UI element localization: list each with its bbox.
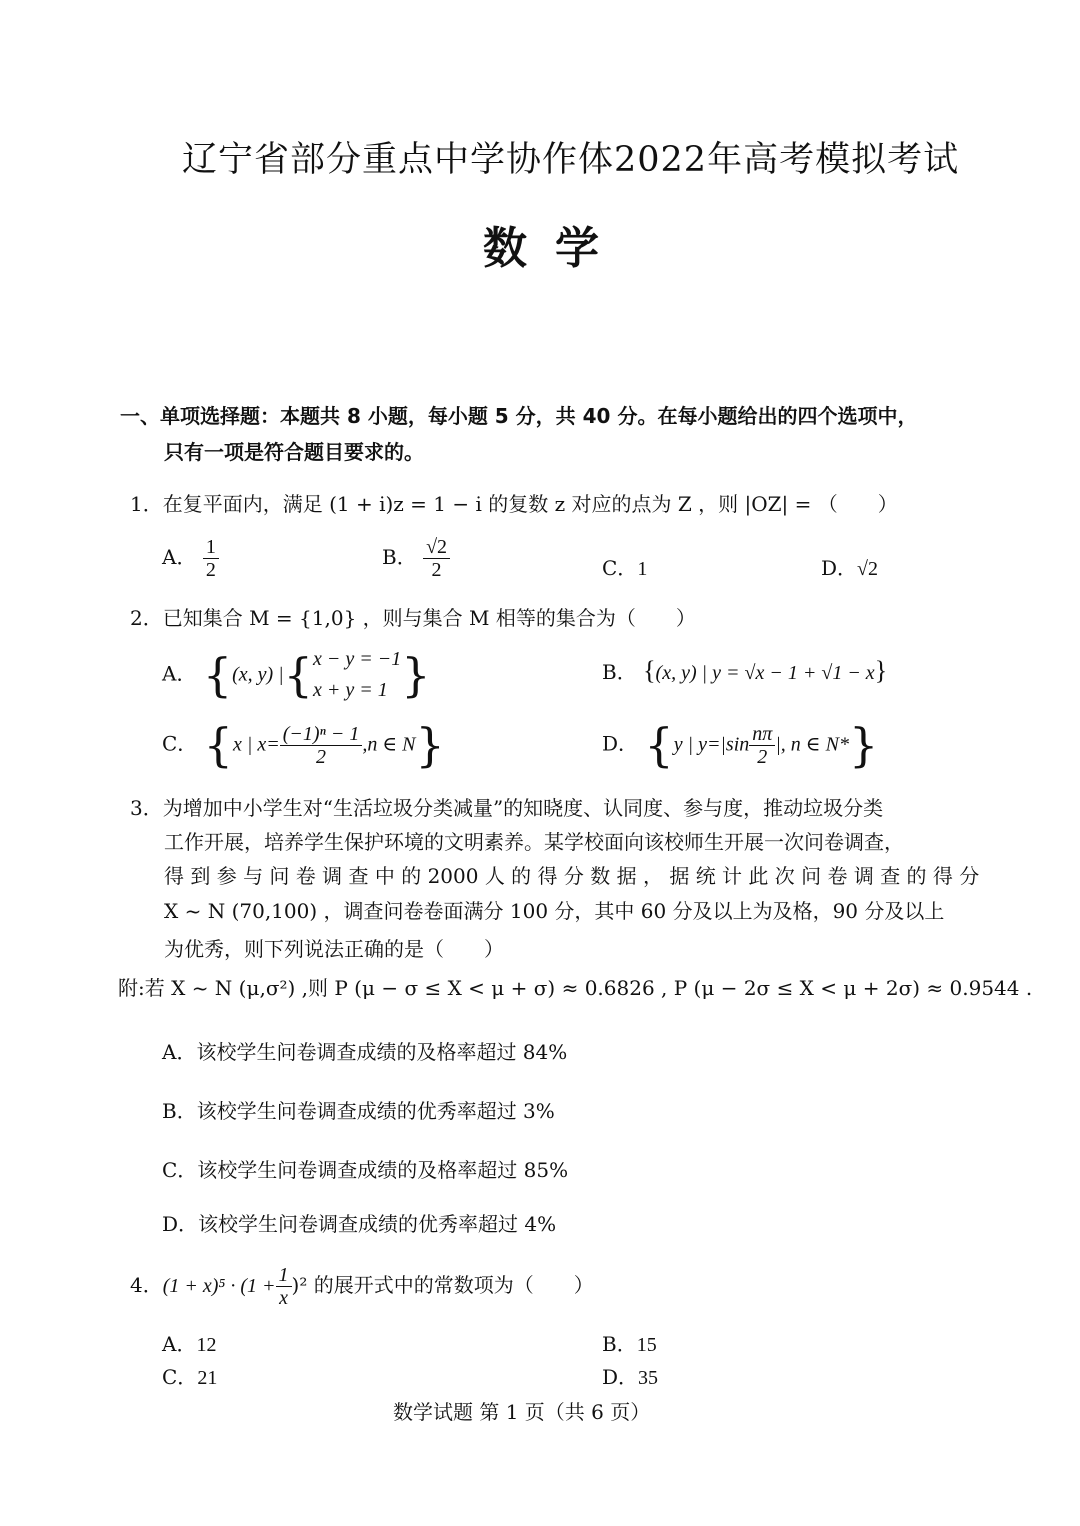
set-suffix: ,n ∈ N — [362, 733, 416, 756]
q3-option-c: C．该校学生问卷调查成绩的及格率超过 85% — [162, 1158, 569, 1182]
q4-option-d — [602, 1361, 658, 1390]
question-3 — [130, 792, 883, 821]
q1-option-b — [382, 536, 450, 581]
question-stem: 已知集合 M = {1,0} ，则与集合 M 相等的集合为（ ） — [162, 606, 696, 630]
q3-option-a: A．该校学生问卷调查成绩的及格率超过 84% — [162, 1040, 568, 1064]
option-label: B． — [382, 545, 417, 569]
equation-1: x − y = −1 — [312, 648, 402, 670]
question-stem: 在复平面内，满足 (1 + i)z = 1 − i 的复数 z 对应的点为 Z ，则 |OZ| = （ ） — [162, 492, 898, 516]
question-number: 2． — [130, 606, 163, 630]
right-brace: } — [415, 718, 445, 772]
numerator: (−1)ⁿ − 1 — [280, 723, 363, 746]
option-value: 35 — [638, 1367, 659, 1389]
option-label: C． — [162, 731, 198, 756]
denominator: 2 — [431, 559, 442, 581]
q4-option-b — [602, 1328, 657, 1357]
numerator: √2 — [423, 536, 450, 559]
denominator: 2 — [316, 745, 327, 768]
q2-option-b — [602, 656, 887, 686]
equation-system — [313, 644, 401, 706]
system-brace: { — [283, 648, 313, 702]
option-label: C． — [602, 556, 638, 580]
q1-option-a — [162, 536, 219, 581]
left-brace: { — [202, 648, 233, 702]
option-label: A． — [162, 1332, 197, 1356]
section-heading-line1: 一、单项选择题：本题共 8 小题，每小题 5 分，共 40 分。在每小题给出的四个选项中， — [120, 404, 918, 428]
option-label: D． — [821, 556, 858, 580]
fraction — [280, 723, 363, 768]
right-brace: } — [848, 718, 879, 772]
q3-option-d: D．该校学生问卷调查成绩的优秀率超过 4% — [162, 1212, 557, 1236]
option-label: C． — [162, 1365, 198, 1389]
question-2 — [130, 602, 696, 631]
option-value: 12 — [196, 1334, 217, 1356]
numerator: 1 — [203, 536, 219, 559]
fraction — [203, 536, 219, 581]
left-brace: { — [203, 718, 233, 772]
set-prefix: (x, y) | — [232, 663, 284, 686]
q4-option-a — [162, 1328, 216, 1357]
denominator: x — [279, 1287, 288, 1309]
question-line: 为增加中小学生对“生活垃圾分类减量”的知晓度、认同度、参与度，推动垃圾分类 — [162, 796, 884, 820]
q1-option-d — [821, 552, 878, 581]
option-label: B． — [602, 660, 637, 684]
option-label: B． — [602, 1332, 637, 1356]
set-prefix: y | y=|sin — [673, 733, 750, 756]
q2-option-d — [602, 718, 879, 772]
option-label: A． — [162, 661, 197, 686]
option-value: 1 — [637, 558, 648, 580]
q1-option-c — [602, 552, 647, 581]
fraction — [749, 723, 775, 768]
question-number: 4． — [130, 1273, 163, 1297]
set-suffix: |, n ∈ N* — [775, 733, 849, 756]
denominator: 2 — [757, 745, 768, 768]
subject-title: 数学 — [483, 223, 627, 274]
q2-option-c — [162, 718, 445, 772]
question-1 — [130, 488, 898, 517]
numerator: nπ — [749, 723, 775, 746]
option-value: 21 — [197, 1367, 218, 1389]
question-stem: )² 的展开式中的常数项为（ ） — [291, 1273, 594, 1297]
right-brace: } — [874, 656, 888, 685]
fraction — [276, 1264, 292, 1309]
question-number: 3． — [130, 796, 163, 820]
q2-option-a — [162, 644, 430, 706]
option-label: D． — [602, 731, 639, 756]
question-note: 附:若 X ~ N (μ,σ²) ,则 P (μ − σ ≤ X < μ + σ) ≈ 0.6826 , P (μ − 2σ ≤ X < μ + 2σ) ≈ 0.9544 . — [118, 976, 1033, 1000]
denominator: 2 — [205, 559, 216, 581]
page-footer: 数学试题 第 1 页（共 6 页） — [393, 1400, 651, 1424]
question-line: 得 到 参 与 问 卷 调 查 中 的 2000 人 的 得 分 数 据 ， 据 统 计 此 次 问 卷 调 查 的 得 分 — [164, 864, 980, 888]
option-value: 15 — [636, 1334, 657, 1356]
set-expression: (x, y) | y = √x − 1 + √1 − x — [655, 662, 875, 684]
expression-prefix: (1 + x)⁵ · (1 + — [162, 1275, 276, 1297]
left-brace: { — [643, 656, 656, 685]
section-heading-line2: 只有一项是符合题目要求的。 — [164, 440, 424, 464]
option-value: √2 — [857, 558, 879, 580]
question-line: X ~ N (70,100) ，调查问卷卷面满分 100 分，其中 60 分及以上为及格，90 分及以上 — [164, 899, 945, 923]
question-line: 工作开展，培养学生保护环境的文明素养。某学校面向该校师生开展一次问卷调查， — [164, 830, 904, 854]
option-label: A． — [162, 545, 197, 569]
question-number: 1． — [130, 492, 163, 516]
question-line: 为优秀，则下列说法正确的是（ ） — [164, 937, 504, 961]
question-4 — [130, 1264, 594, 1309]
numerator: 1 — [276, 1264, 292, 1287]
fraction — [423, 536, 450, 581]
q3-option-b: B．该校学生问卷调查成绩的优秀率超过 3% — [162, 1099, 555, 1123]
equation-2: x + y = 1 — [312, 679, 388, 701]
left-brace: { — [644, 718, 674, 772]
option-label: D． — [602, 1365, 639, 1389]
right-brace: } — [401, 648, 431, 702]
exam-title: 辽宁省部分重点中学协作体2022年高考模拟考试 — [182, 140, 960, 180]
set-prefix: x | x= — [232, 733, 280, 756]
q4-option-c — [162, 1361, 217, 1390]
